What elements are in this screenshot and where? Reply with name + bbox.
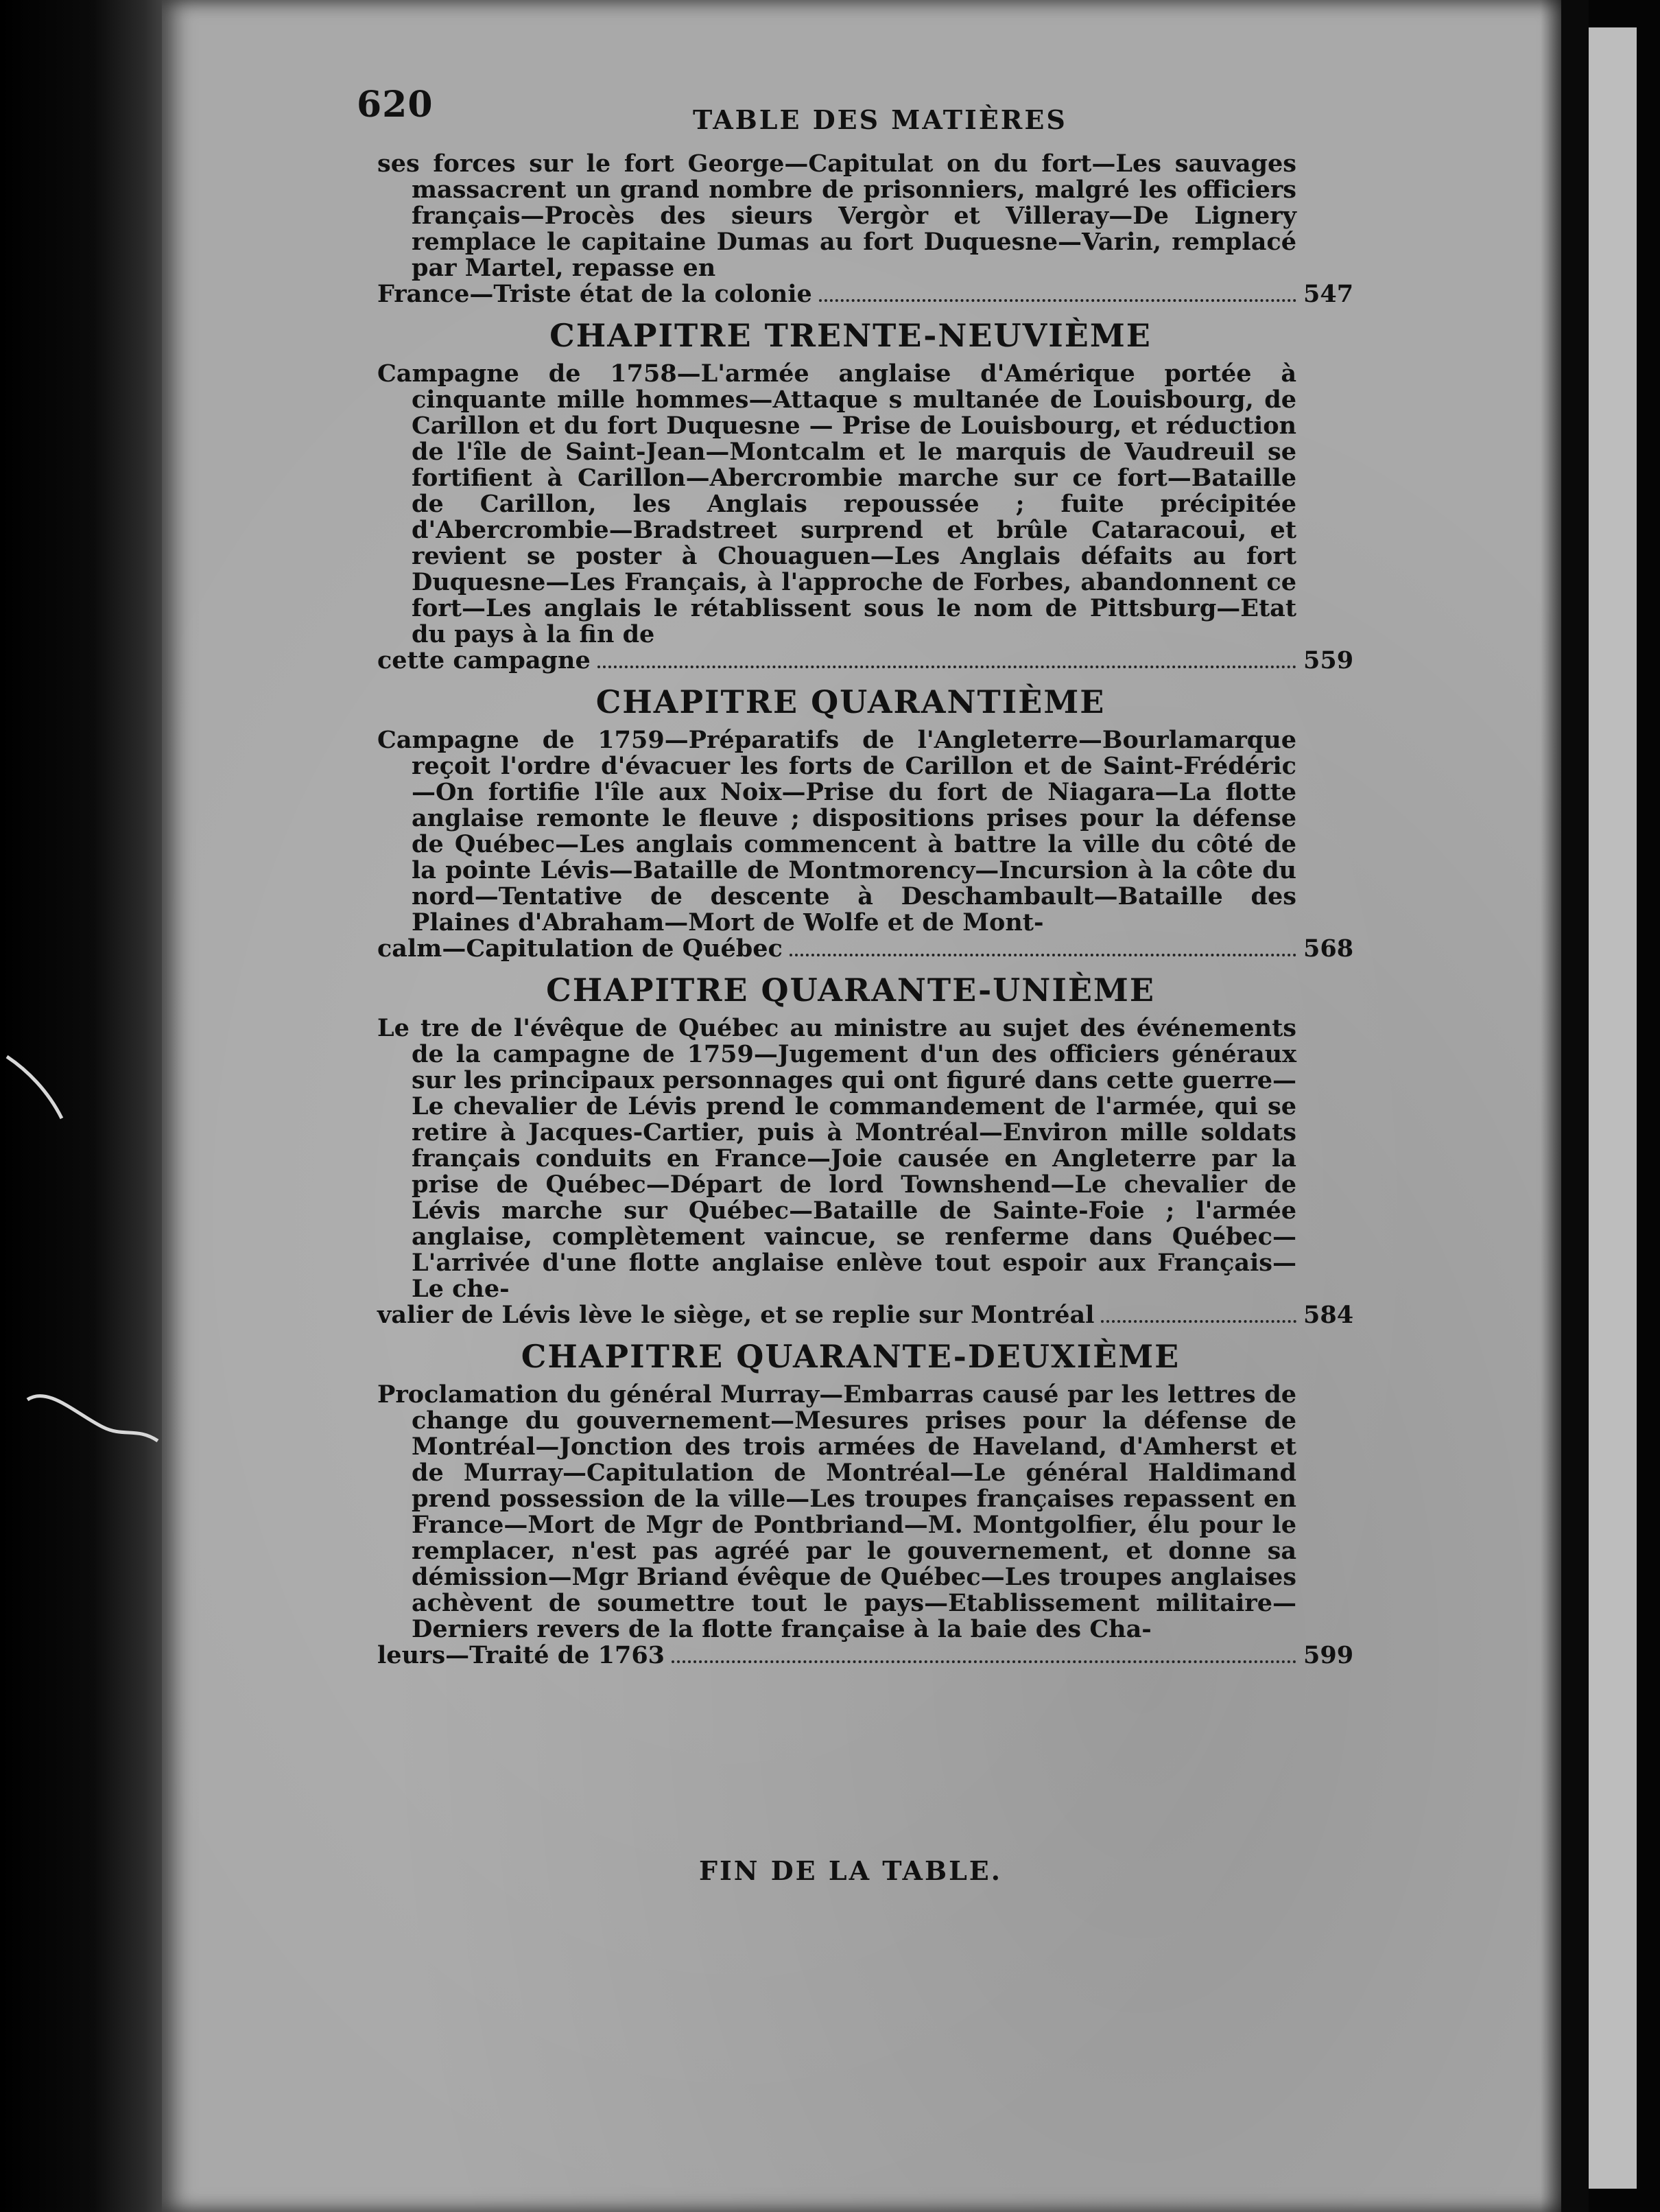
dot-leader (597, 666, 1296, 668)
entry-final-line (377, 1301, 1354, 1329)
dot-leader (819, 299, 1296, 302)
entry-summary: Campagne de 1759—Préparatifs de l'Angleterre—Bourlamarque reçoit l'ordre d'évacuer les forts de Carillon et de Saint-Frédéric—On fortifie l'île aux Noix—Prise du fort de Niagara—La flotte anglaise remonte le fleuve ; dispositions prises pour la défense de Québec—Les anglais commencent à battre la ville du côté de la pointe Lévis—Bataille de Montmorency—Incursion à la côte du nord—Tentative de descente à Deschambault—Bataille des Plaines d'Abraham—Mort de Wolfe et de Mont- (377, 726, 1296, 937)
entry-tail: calm—Capitulation de Québec (377, 934, 783, 963)
page-content (336, 75, 1365, 1669)
toc-entry-40 (377, 726, 1354, 963)
entry-tail: valier de Lévis lève le siège, et se replie sur Montréal (377, 1301, 1095, 1329)
entry-summary: Le tre de l'évêque de Québec au ministre au sujet des événements de la campagne de 1759—Jugement d'un des officiers généraux sur les principaux personnages qui ont figuré dans cette guerre—Le chevalier de Lévis prend le commandement de l'armée, qui se retire à Jacques-Cartier, puis à Montréal—Environ mille soldats français conduits en France—Joie causée en Angleterre par la prise de Québec—Départ de lord Townshend—Le chevalier de Lévis marche sur Québec—Bataille de Sainte-Foie ; l'armée anglaise, complètement vaincue, se renferme dans Québec—L'arrivée d'une flotte anglaise enlève tout espoir aux Français—Le che- (377, 1014, 1296, 1303)
entry-page-number: 599 (1303, 1641, 1354, 1669)
entry-tail: leurs—Traité de 1763 (377, 1641, 665, 1669)
page-heading: TABLE DES MATIÈRES (693, 104, 1067, 135)
dot-leader (1101, 1320, 1296, 1323)
chapter-heading-41: CHAPITRE QUARANTE-UNIÈME (546, 972, 1155, 1009)
toc-entry-39 (377, 360, 1354, 674)
entry-final-line (377, 1641, 1354, 1669)
entry-page-number: 559 (1303, 646, 1354, 674)
dot-leader (790, 954, 1296, 956)
entry-page-number: 568 (1303, 934, 1354, 963)
entry-page-number: 547 (1303, 280, 1354, 308)
toc-entry-continued (377, 150, 1354, 308)
chapter-heading-39: CHAPITRE TRENTE-NEUVIÈME (549, 317, 1152, 354)
toc-entry-42 (377, 1380, 1354, 1669)
entry-summary: Proclamation du général Murray—Embarras causé par les lettres de change du gouvernement—Mesures prises pour la défense de Montréal—Jonction des trois armées de Haveland, d'Amherst et de Murray—Capitulation de Montréal—Le général Haldimand prend possession de la ville—Les troupes françaises repassent en France—Mort de Mgr de Pontbriand—M. Montgolfier, élu pour le remplacer, n'est pas agréé par le gouvernement, et donne sa démission—Mgr Briand évêque de Québec—Les troupes anglaises achèvent de soumettre tout le pays—Etablissement militaire—Derniers revers de la flotte française à la baie des Cha- (377, 1380, 1296, 1643)
entry-final-line (377, 934, 1354, 963)
entry-summary: ses forces sur le fort George—Capitulat on du fort—Les sauvages massacrent un grand nombre de prisonniers, malgré les officiers français—Procès des sieurs Vergòr et Villeray—De Lignery remplace le capitaine Dumas au fort Duquesne—Varin, remplacé par Martel, repasse en (377, 150, 1296, 282)
chapter-heading-42: CHAPITRE QUARANTE-DEUXIÈME (521, 1338, 1181, 1375)
running-head (336, 75, 1365, 151)
entry-final-line (377, 646, 1354, 674)
entry-final-line (377, 280, 1354, 308)
toc-entry-41 (377, 1014, 1354, 1329)
entry-page-number: 584 (1303, 1301, 1354, 1329)
scan-right-border (1637, 0, 1660, 2212)
entry-tail: France—Triste état de la colonie (377, 280, 812, 308)
page-number: 620 (357, 84, 434, 126)
chapter-heading-40: CHAPITRE QUARANTIÈME (595, 683, 1106, 720)
end-of-table-label: FIN DE LA TABLE. (698, 1855, 1002, 1886)
entry-summary: Campagne de 1758—L'armée anglaise d'Amérique portée à cinquante mille hommes—Attaque s multanée de Louisbourg, de Carillon et du fort Duquesne — Prise de Louisbourg, et réduction de l'île de Saint-Jean—Montcalm et le marquis de Vaudreuil se fortifient à Carillon—Abercrombie marche sur ce fort—Bataille de Carillon, les Anglais repoussée ; fuite précipitée d'Abercrombie—Bradstreet surprend et brûle Cataracoui, et revient se poster à Chouaguen—Les Anglais défaits au fort Duquesne—Les Français, à l'approche de Forbes, abandonnent ce fort—Les anglais le rétablissent sous le nom de Pittsburg—Etat du pays à la fin de (377, 360, 1296, 648)
scan-right-gap (1561, 0, 1589, 2212)
entry-tail: cette campagne (377, 646, 591, 674)
dot-leader (672, 1660, 1296, 1663)
margin-scribble-mark (0, 1043, 165, 1455)
adjacent-page-edge (1589, 27, 1637, 2189)
